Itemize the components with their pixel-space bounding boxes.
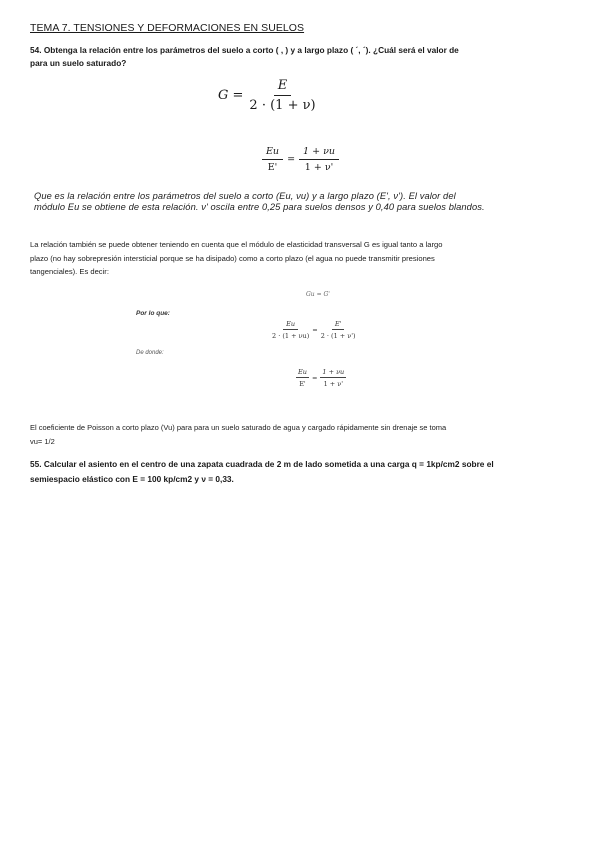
eq3-rhs-denominator: 1 + ν' xyxy=(323,380,344,388)
eq3-rhs-numerator: 1 + νu xyxy=(322,368,345,376)
italic-note-line2: módulo Eu se obtiene de esta relación. ν' oscila entre 0,25 para suelos densos y 0,40 para suelos blandos. xyxy=(34,202,485,212)
shear-modulus-formula xyxy=(218,78,316,113)
poisson-line1: El coeficiente de Poisson a corto plazo (Vu) para para un suelo saturado de agua y cargado rápidamente sin drenaje se toma xyxy=(30,423,447,432)
eq2-lhs-denominator: 2 · (1 + νu) xyxy=(272,332,310,340)
formula-g-denominator: 2 · (1 + ν) xyxy=(249,98,316,113)
poisson-line2: vu= 1/2 xyxy=(30,437,55,446)
eq3-rhs-fraction xyxy=(320,368,346,388)
ratio-rhs-denominator: 1 + ν' xyxy=(304,162,334,173)
eq2-rhs-numerator: E' xyxy=(332,320,345,330)
paragraph-line1: La relación también se puede obtener teniendo en cuenta que el módulo de elasticidad transversal G es igual tanto a largo xyxy=(30,240,443,249)
ratio-lhs-denominator: E' xyxy=(267,162,278,173)
paragraph-line3: tangenciales). Es decir: xyxy=(30,267,109,276)
italic-explanation xyxy=(34,191,562,213)
question-54 xyxy=(30,44,569,70)
poisson-paragraph xyxy=(30,421,570,449)
question-54-line1: 54. Obtenga la relación entre los parámetros del suelo a corto ( , ) y a largo plazo ( ´, ´). ¿Cuál será el valor de xyxy=(30,45,459,55)
formula-g-lhs: G = xyxy=(218,88,244,103)
question-55-line2: semiespacio elástico con E = 100 kp/cm2 y ν = 0,33. xyxy=(30,474,234,484)
eq3-lhs-denominator: E' xyxy=(299,380,306,388)
eq3-lhs-numerator: Eu xyxy=(298,368,307,376)
question-54-line2: para un suelo saturado? xyxy=(30,58,127,68)
shear-expanded-equation xyxy=(272,320,356,340)
explanation-paragraph xyxy=(30,238,570,279)
formula-g-fraction xyxy=(249,78,315,113)
page-heading: TEMA 7. TENSIONES Y DEFORMACIONES EN SUELOS xyxy=(30,22,305,34)
italic-note-line1: Que es la relación entre los parámetros del suelo a corto (Eu, νu) y a largo plazo (E', ν'). El valor del xyxy=(34,191,456,201)
ratio-rhs-fraction xyxy=(299,146,339,173)
formula-g-numerator: E xyxy=(274,78,292,96)
label-por-lo-que: Por lo que: xyxy=(136,310,170,317)
modulus-ratio-result xyxy=(296,368,346,388)
eq2-lhs-fraction xyxy=(272,320,309,340)
eq2-equals-sign: = xyxy=(312,326,318,334)
eq2-rhs-denominator: 2 · (1 + ν') xyxy=(320,332,356,340)
ratio-lhs-fraction xyxy=(262,146,283,173)
shear-equality-equation: Gu = G' xyxy=(306,291,330,298)
eq3-lhs-fraction xyxy=(296,368,309,388)
eq2-lhs-numerator: Eu xyxy=(283,320,298,330)
modulus-ratio-formula xyxy=(262,146,339,173)
ratio-lhs-numerator: Eu xyxy=(262,146,283,160)
ratio-equals-sign: = xyxy=(287,154,296,165)
ratio-rhs-numerator: 1 + νu xyxy=(299,146,339,160)
question-55 xyxy=(30,457,570,487)
eq3-equals-sign: = xyxy=(311,374,318,382)
question-55-line1: 55. Calcular el asiento en el centro de una zapata cuadrada de 2 m de lado sometida a una carga q = 1kp/cm2 sobre el xyxy=(30,459,494,469)
eq2-rhs-fraction xyxy=(321,320,356,340)
paragraph-line2: plazo (no hay sobrepresión intersticial porque se ha disipado) como a corto plazo (el agua no puede transmitir presiones xyxy=(30,253,435,263)
label-de-donde: De donde: xyxy=(136,350,164,356)
